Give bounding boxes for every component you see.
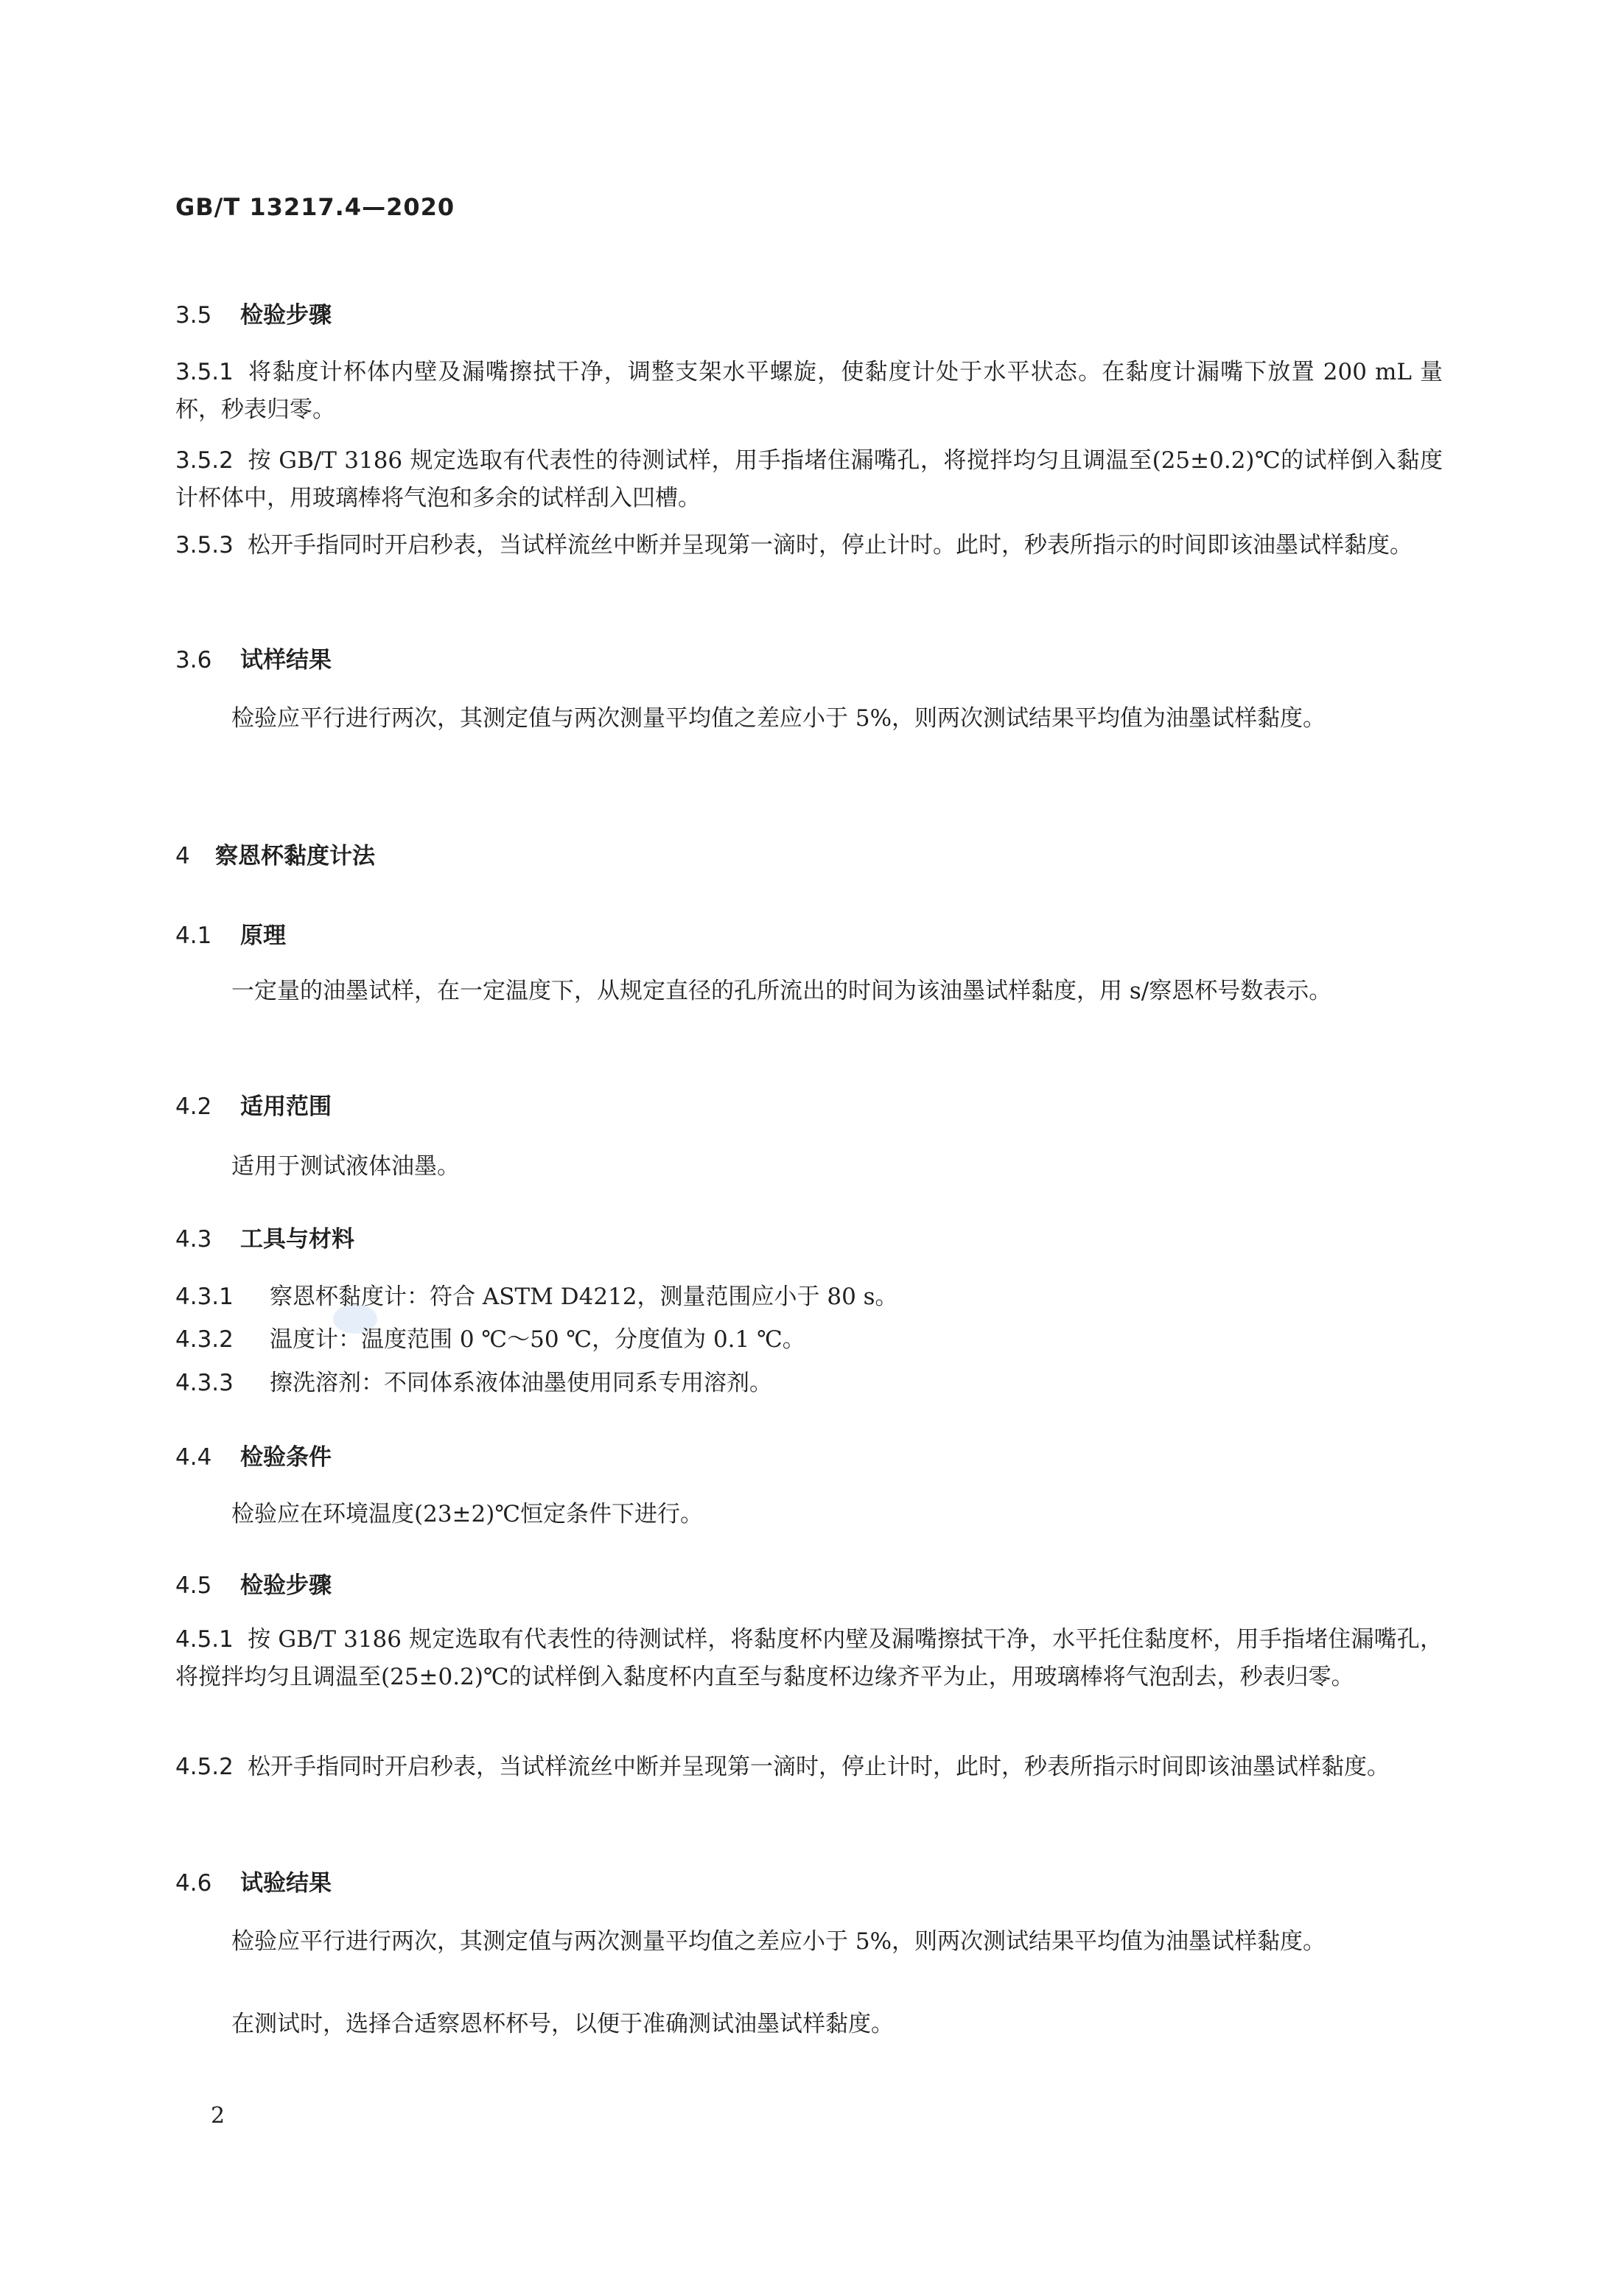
section-title: 试样结果 (240, 647, 332, 673)
paragraph-4-1: 一定量的油墨试样，在一定温度下，从规定直径的孔所流出的时间为该油墨试样黏度，用 s/察恩杯号数表示。 (231, 978, 1332, 1004)
section-title: 原理 (240, 923, 286, 949)
section-heading-3-6 (175, 641, 332, 674)
section-heading-4-2 (175, 1088, 332, 1121)
section-number: 4.3 (175, 1226, 212, 1253)
clause-number: 4.3.2 (175, 1326, 234, 1353)
section-heading-4-3 (175, 1220, 354, 1253)
section-number: 4.6 (175, 1870, 212, 1897)
paragraph-4-6-b: 在测试时，选择合适察恩杯杯号，以便于准确测试油墨试样黏度。 (231, 2011, 894, 2037)
clause-text: 温度计：温度范围 0 ℃～50 ℃，分度值为 0.1 ℃。 (270, 1326, 805, 1353)
clause-text: 将黏度计杯体内壁及漏嘴擦拭干净，调整支架水平螺旋，使黏度计处于水平状态。在黏度计漏嘴下放置 200 mL 量杯，秒表归零。 (175, 359, 1443, 423)
clause-4-5-2 (175, 1748, 1443, 1786)
clause-number: 3.5.3 (175, 532, 234, 559)
clause-number: 4.5.1 (175, 1626, 234, 1653)
clause-4-3-3 (175, 1365, 1443, 1402)
section-heading-4-1 (175, 917, 286, 950)
section-heading-4-5 (175, 1566, 332, 1600)
section-title: 察恩杯黏度计法 (215, 843, 375, 869)
section-number: 3.5 (175, 302, 212, 329)
clause-text: 按 GB/T 3186 规定选取有代表性的待测试样，用手指堵住漏嘴孔，将搅拌均匀且调温至(25±0.2)℃的试样倒入黏度计杯体中，用玻璃棒将气泡和多余的试样刮入凹槽。 (175, 447, 1443, 511)
paragraph-4-6-a: 检验应平行进行两次，其测定值与两次测量平均值之差应小于 5%，则两次测试结果平均值为油墨试样黏度。 (231, 1928, 1326, 1955)
section-number: 4 (175, 843, 190, 869)
section-title: 适用范围 (240, 1093, 332, 1120)
clause-3-5-1 (175, 354, 1443, 429)
standard-code: GB/T 13217.4—2020 (175, 193, 455, 221)
section-number: 3.6 (175, 647, 212, 673)
clause-3-5-2 (175, 442, 1443, 517)
section-heading-4-6 (175, 1864, 332, 1897)
section-heading-4-4 (175, 1438, 332, 1471)
section-title: 试验结果 (240, 1870, 332, 1897)
clause-number: 3.5.1 (175, 359, 234, 385)
clause-number: 4.3.1 (175, 1284, 234, 1310)
page-number: 2 (211, 2103, 225, 2129)
clause-4-5-1 (175, 1621, 1443, 1696)
clause-text: 擦洗溶剂：不同体系液体油墨使用同系专用溶剂。 (270, 1370, 772, 1396)
section-title: 检验条件 (240, 1444, 332, 1471)
clause-text: 松开手指同时开启秒表，当试样流丝中断并呈现第一滴时，停止计时，此时，秒表所指示时间即该油墨试样黏度。 (248, 1754, 1390, 1780)
clause-4-3-2 (175, 1321, 1443, 1359)
section-number: 4.1 (175, 923, 212, 949)
clause-text: 按 GB/T 3186 规定选取有代表性的待测试样，将黏度杯内壁及漏嘴擦拭干净，水平托住黏度杯，用手指堵住漏嘴孔，将搅拌均匀且调温至(25±0.2)℃的试样倒入黏度杯内直至与黏度杯边缘齐平为止，用玻璃棒将气泡刮去，秒表归零。 (175, 1626, 1443, 1690)
clause-text: 松开手指同时开启秒表，当试样流丝中断并呈现第一滴时，停止计时。此时，秒表所指示的时间即该油墨试样黏度。 (248, 532, 1413, 559)
section-title: 检验步骤 (240, 302, 332, 329)
clause-number: 4.3.3 (175, 1370, 234, 1396)
section-heading-3-5 (175, 296, 332, 329)
chapter-heading-4 (175, 837, 375, 870)
paragraph-4-2: 适用于测试液体油墨。 (231, 1153, 460, 1180)
clause-number: 3.5.2 (175, 447, 234, 474)
clause-number: 4.5.2 (175, 1754, 234, 1780)
paragraph-4-4: 检验应在环境温度(23±2)℃恒定条件下进行。 (231, 1501, 704, 1527)
clause-3-5-3 (175, 527, 1443, 564)
section-number: 4.2 (175, 1093, 212, 1120)
section-title: 检验步骤 (240, 1572, 332, 1599)
clause-text: 察恩杯黏度计：符合 ASTM D4212，测量范围应小于 80 s。 (270, 1284, 898, 1310)
section-title: 工具与材料 (240, 1226, 354, 1253)
clause-4-3-1 (175, 1278, 1443, 1316)
section-number: 4.5 (175, 1572, 212, 1599)
section-number: 4.4 (175, 1444, 212, 1471)
paragraph-3-6: 检验应平行进行两次，其测定值与两次测量平均值之差应小于 5%，则两次测试结果平均值为油墨试样黏度。 (231, 705, 1326, 732)
